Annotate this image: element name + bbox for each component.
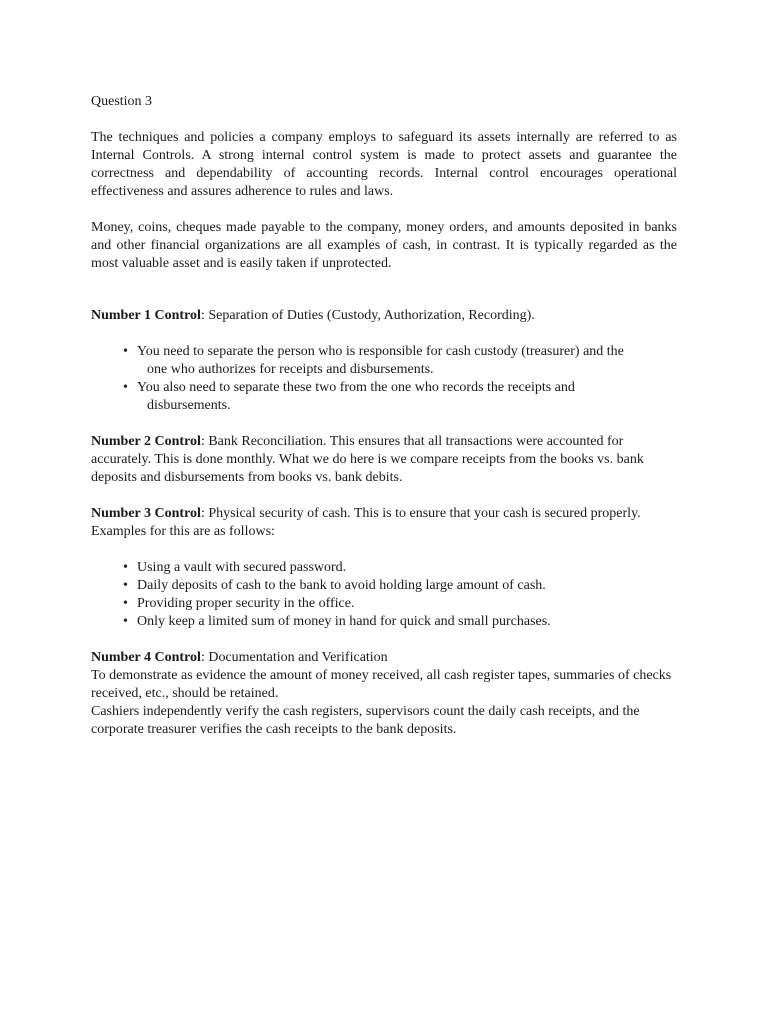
- bullet-icon: •: [123, 380, 128, 395]
- list-item-text: Daily deposits of cash to the bank to avoid holding large amount of cash.: [137, 578, 546, 593]
- bullet-icon: •: [123, 578, 128, 593]
- control-4-body-verification: Cashiers independently verify the cash registers, supervisors count the daily cash receipts, and the corporate treasurer verifies the cash receipts to the bank deposits.: [91, 704, 640, 737]
- list-item: [91, 595, 677, 613]
- document-page: [91, 93, 677, 739]
- list-item: [91, 379, 677, 415]
- bullet-icon: •: [123, 560, 128, 575]
- control-4-body-evidence: To demonstrate as evidence the amount of money received, all cash register tapes, summaries of checks received, etc., should be retained.: [91, 668, 672, 701]
- list-item-text: Using a vault with secured password.: [137, 560, 347, 575]
- control-2-paragraph: [91, 433, 677, 487]
- list-item-text: You also need to separate these two from the one who records the receipts and disbursements.: [137, 380, 575, 413]
- question-title: Question 3: [91, 94, 153, 109]
- list-item-text: Providing proper security in the office.: [137, 596, 355, 611]
- control-4-title: Number 4 Control: [91, 650, 201, 665]
- list-item: [91, 559, 677, 577]
- control-3-title: Number 3 Control: [91, 506, 201, 521]
- control-1-title: Number 1 Control: [91, 308, 201, 323]
- bullet-icon: •: [123, 596, 128, 611]
- list-item-text: Only keep a limited sum of money in hand for quick and small purchases.: [137, 614, 551, 629]
- bullet-icon: •: [123, 614, 128, 629]
- control-4-heading-line: [91, 649, 677, 667]
- control-1-description: : Separation of Duties (Custody, Authorization, Recording).: [200, 308, 535, 323]
- control-1-bullet-list: [91, 343, 677, 415]
- control-3-paragraph: [91, 505, 677, 541]
- control-1-heading-line: [91, 307, 677, 325]
- control-4-description: : Documentation and Verification: [200, 650, 388, 665]
- list-item: [91, 343, 677, 379]
- list-item: [91, 613, 677, 631]
- list-item: [91, 577, 677, 595]
- intro-paragraph-internal-controls: The techniques and policies a company employs to safeguard its assets internally are referred to as Internal Controls. A strong internal control system is made to protect assets and guarantee the correctness and dependability of accounting records. Internal control encourages operational effectiveness and assures adherence to rules and laws.: [91, 130, 677, 199]
- control-2-description: : Bank Reconciliation. This ensures that all transactions were accounted for accurately. This is done monthly. What we do here is we compare receipts from the books vs. bank deposits and disbursements from books vs. bank debits.: [91, 434, 644, 485]
- intro-paragraph-cash: Money, coins, cheques made payable to the company, money orders, and amounts deposited in banks and other financial organizations are all examples of cash, in contrast. It is typically regarded as the most valuable asset and is easily taken if unprotected.: [91, 220, 677, 271]
- bullet-icon: •: [123, 344, 128, 359]
- control-2-title: Number 2 Control: [91, 434, 201, 449]
- control-3-bullet-list: [91, 559, 677, 631]
- list-item-text: You need to separate the person who is responsible for cash custody (treasurer) and the one who authorizes for receipts and disbursements.: [137, 344, 624, 377]
- control-3-description: : Physical security of cash. This is to ensure that your cash is secured properly. Examples for this are as follows:: [91, 506, 641, 539]
